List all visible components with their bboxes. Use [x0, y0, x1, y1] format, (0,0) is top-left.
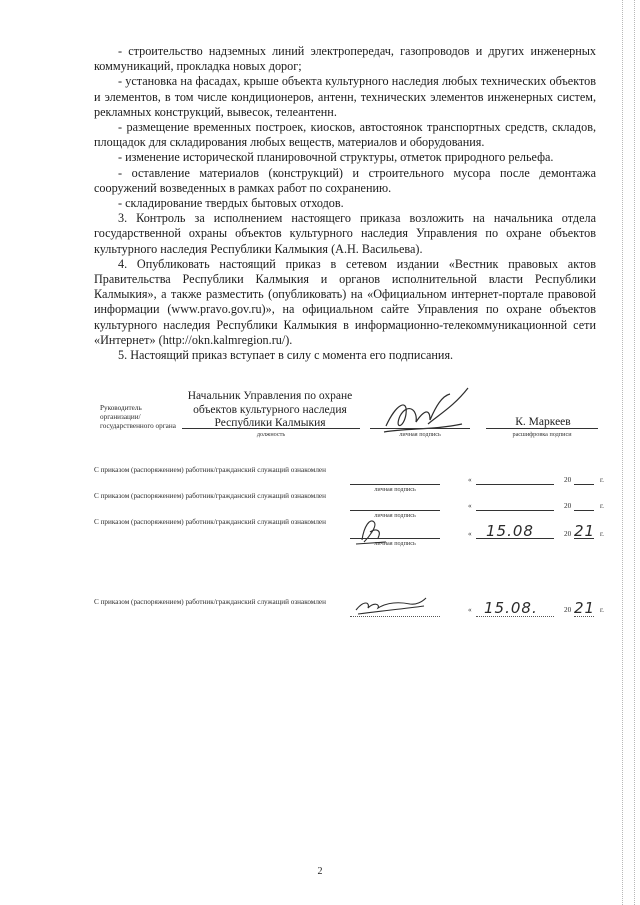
ack-signature-line: [350, 484, 440, 485]
ack-year-line: [574, 538, 594, 539]
ack-signature-image: [354, 596, 428, 618]
clause-5: 5. Настоящий приказ вступает в силу с момента его подписания.: [118, 348, 454, 363]
order-body: [94, 44, 596, 363]
clause-3: 3. Контроль за исполнением настоящего приказа возложить на начальника отдела государственной охраны объектов культурного наследия Управления по охране объектов культурного наследия Республики Калмыкия (А.Н. Васильева).: [94, 211, 596, 256]
list-item: - строительство надземных линий электропередач, газопроводов и других инженерных коммуникаций, прокладка новых дорог;: [94, 44, 596, 74]
head-label: Руководитель организации/государственного органа: [100, 404, 176, 430]
clause-4: 4. Опубликовать настоящий приказ в сетевом издании «Вестник правовых актов Правительства Республики Калмыкия и органов исполнительной власти Республики Калмыкия», а также разместить (опубликовать) на «Официальном интернет-портале правовой информации (www.pravo.gov.ru)», на официальном сайте Управления по охране объектов культурного наследия Республики Калмыкия в информационно-телекоммуникационной сети «Интернет» (http://okn.kalmregion.ru/).: [94, 256, 596, 347]
ack-signature-line: [350, 538, 440, 539]
list-item: - складирование твердых бытовых отходов.: [118, 196, 344, 211]
ack-year-prefix: 20: [564, 476, 572, 484]
head-signature-line: [370, 428, 470, 429]
ack-year-prefix: 20: [564, 502, 572, 510]
list-item: - установка на фасадах, крыше объекта культурного наследия любых технических объектов и элементов, в том числе кондиционеров, антенн, технических элементов инженерных систем, рекламных конструкций, вывесок, телеантенн.: [94, 74, 596, 119]
ack-year-suffix: г.: [600, 530, 604, 538]
ack-date-line: [476, 510, 554, 511]
ack-date-line: [476, 616, 554, 617]
ack-year-prefix: 20: [564, 530, 572, 538]
ack-year-line: [574, 510, 594, 511]
scan-edge-line: [622, 0, 624, 905]
ack-year-prefix: 20: [564, 606, 572, 614]
ack-text: С приказом (распоряжением) работник/гражданский служащий ознакомлен: [94, 598, 326, 606]
ack-signature-caption: личная подпись: [374, 512, 416, 519]
list-item: - размещение временных построек, киосков, автостоянок транспортных средств, складов, площадок для складирования любых веществ, материалов и оборудования.: [94, 120, 596, 150]
ack-year-handwritten: 21: [574, 522, 596, 540]
ack-signature-caption: личная подпись: [374, 486, 416, 493]
signature-caption: личная подпись: [399, 431, 441, 438]
ack-signature-line: [350, 616, 440, 617]
ack-year-suffix: г.: [600, 476, 604, 484]
page-number: 2: [317, 866, 323, 877]
scan-edge-line: [634, 0, 636, 905]
ack-date-quote: «: [468, 606, 472, 614]
name-line: [486, 428, 598, 429]
ack-date-quote: «: [468, 476, 472, 484]
position-line: [182, 428, 360, 429]
ack-year-handwritten: 21: [574, 599, 596, 617]
ack-text: С приказом (распоряжением) работник/гражданский служащий ознакомлен: [94, 518, 326, 526]
ack-year-suffix: г.: [600, 502, 604, 510]
ack-signature-line: [350, 510, 440, 511]
ack-text: С приказом (распоряжением) работник/гражданский служащий ознакомлен: [94, 466, 326, 474]
ack-year-line: [574, 616, 594, 617]
ack-date-line: [476, 484, 554, 485]
position-caption: должность: [256, 431, 286, 438]
ack-year-suffix: г.: [600, 606, 604, 614]
ack-date-handwritten: 15.08.: [484, 599, 538, 617]
name-caption: расшифровка подписи: [512, 431, 572, 438]
list-item: - оставление материалов (конструкций) и строительного мусора после демонтажа сооружений возведенных в рамках работ по сохранению.: [94, 165, 596, 195]
head-name: К. Маркеев: [515, 416, 571, 428]
ack-text: С приказом (распоряжением) работник/гражданский служащий ознакомлен: [94, 492, 326, 500]
head-position: Начальник Управления по охране объектов культурного наследия Республики Калмыкия: [187, 390, 353, 429]
ack-date-line: [476, 538, 554, 539]
ack-date-quote: «: [468, 530, 472, 538]
list-item: - изменение исторической планировочной структуры, отметок природного рельефа.: [118, 150, 554, 165]
ack-signature-caption: личная подпись: [374, 540, 416, 547]
ack-date-handwritten: 15.08: [486, 522, 534, 540]
ack-year-line: [574, 484, 594, 485]
ack-date-quote: «: [468, 502, 472, 510]
